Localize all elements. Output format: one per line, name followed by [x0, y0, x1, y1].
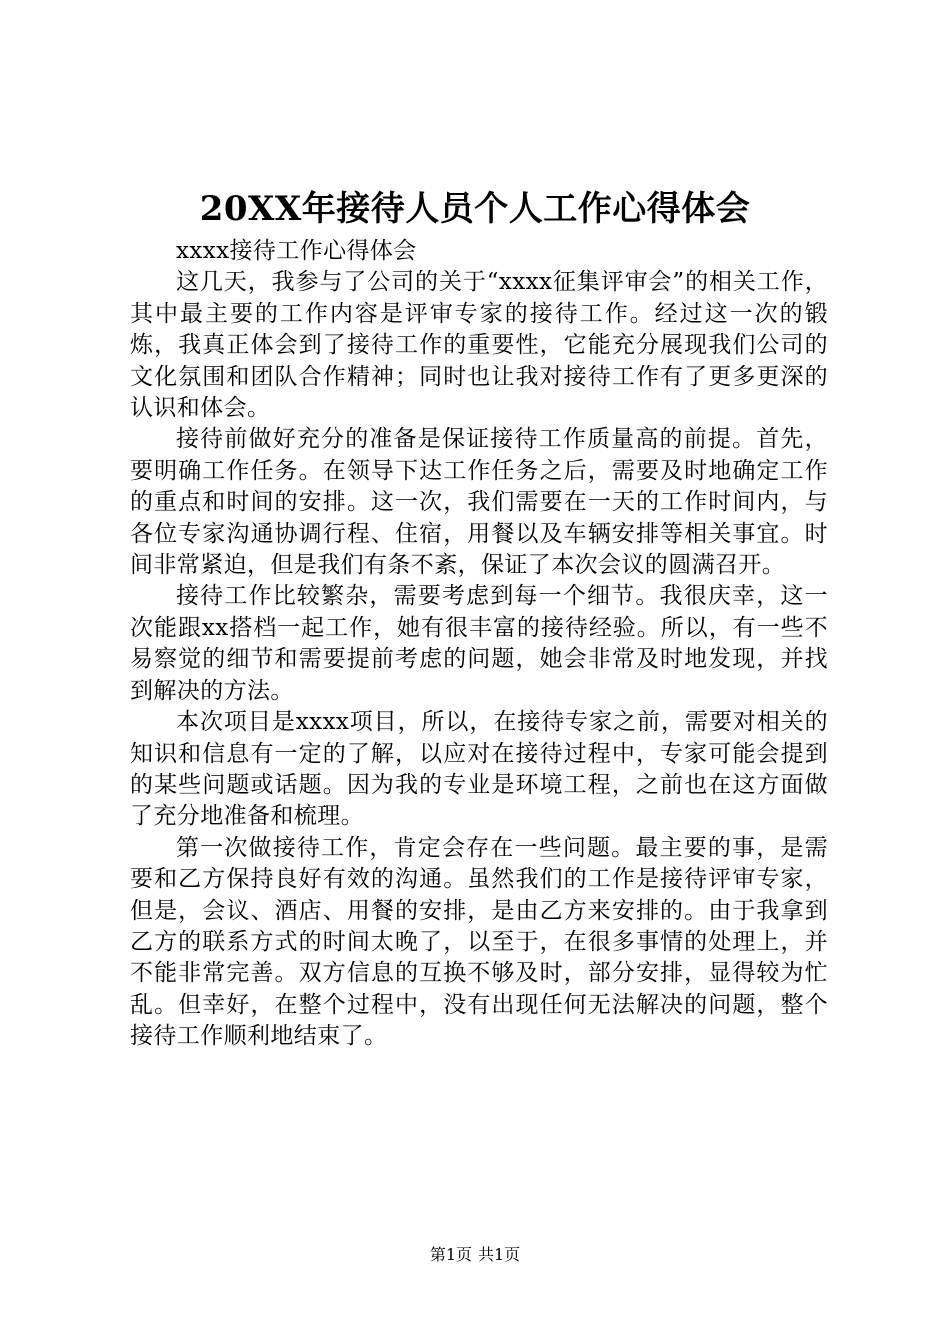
- page-footer: [0, 1244, 950, 1266]
- page-total: 共1页: [478, 1245, 521, 1264]
- document-body: [130, 236, 828, 1053]
- paragraph: 这几天，我参与了公司的关于“xxxx征集评审会”的相关工作，其中最主要的工作内容是评审专家的接待工作。经过这一次的锻炼，我真正体会到了接待工作的重要性，它能充分展现我们公司的文化氛围和团队合作精神；同时也让我对接待工作有了更多更深的认识和体会。: [130, 269, 828, 422]
- paragraph: 本次项目是xxxx项目，所以，在接待专家之前，需要对相关的知识和信息有一定的了解，以应对在接待过程中，专家可能会提到的某些问题或话题。因为我的专业是环境工程，之前也在这方面做了充分地准备和梳理。: [130, 709, 828, 830]
- document-title: 20XX年接待人员个人工作心得体会: [199, 189, 751, 229]
- paragraph: 接待工作比较繁杂，需要考虑到每一个细节。我很庆幸，这一次能跟xx搭档一起工作，她有很丰富的接待经验。所以，有一些不易察觉的细节和需要提前考虑的问题，她会非常及时地发现，并找到解决的方法。: [130, 583, 828, 704]
- paragraph: 第一次做接待工作，肯定会存在一些问题。最主要的事，是需要和乙方保持良好有效的沟通。虽然我们的工作是接待评审专家，但是，会议、酒店、用餐的安排，是由乙方来安排的。由于我拿到乙方的联系方式的时间太晚了，以至于，在很多事情的处理上，并不能非常完善。双方信息的互换不够及时，部分安排，显得较为忙乱。但幸好，在整个过程中，没有出现任何无法解决的问题，整个接待工作顺利地结束了。: [130, 834, 828, 1050]
- paragraph: 接待前做好充分的准备是保证接待工作质量高的前提。首先，要明确工作任务。在领导下达工作任务之后，需要及时地确定工作的重点和时间的安排。这一次，我们需要在一天的工作时间内，与各位专家沟通协调行程、住宿，用餐以及车辆安排等相关事宜。时间非常紧迫，但是我们有条不紊，保证了本次会议的圆满召开。: [130, 426, 828, 579]
- paragraph-subtitle: xxxx接待工作心得体会: [176, 238, 417, 264]
- page-number: 第1页: [429, 1245, 472, 1264]
